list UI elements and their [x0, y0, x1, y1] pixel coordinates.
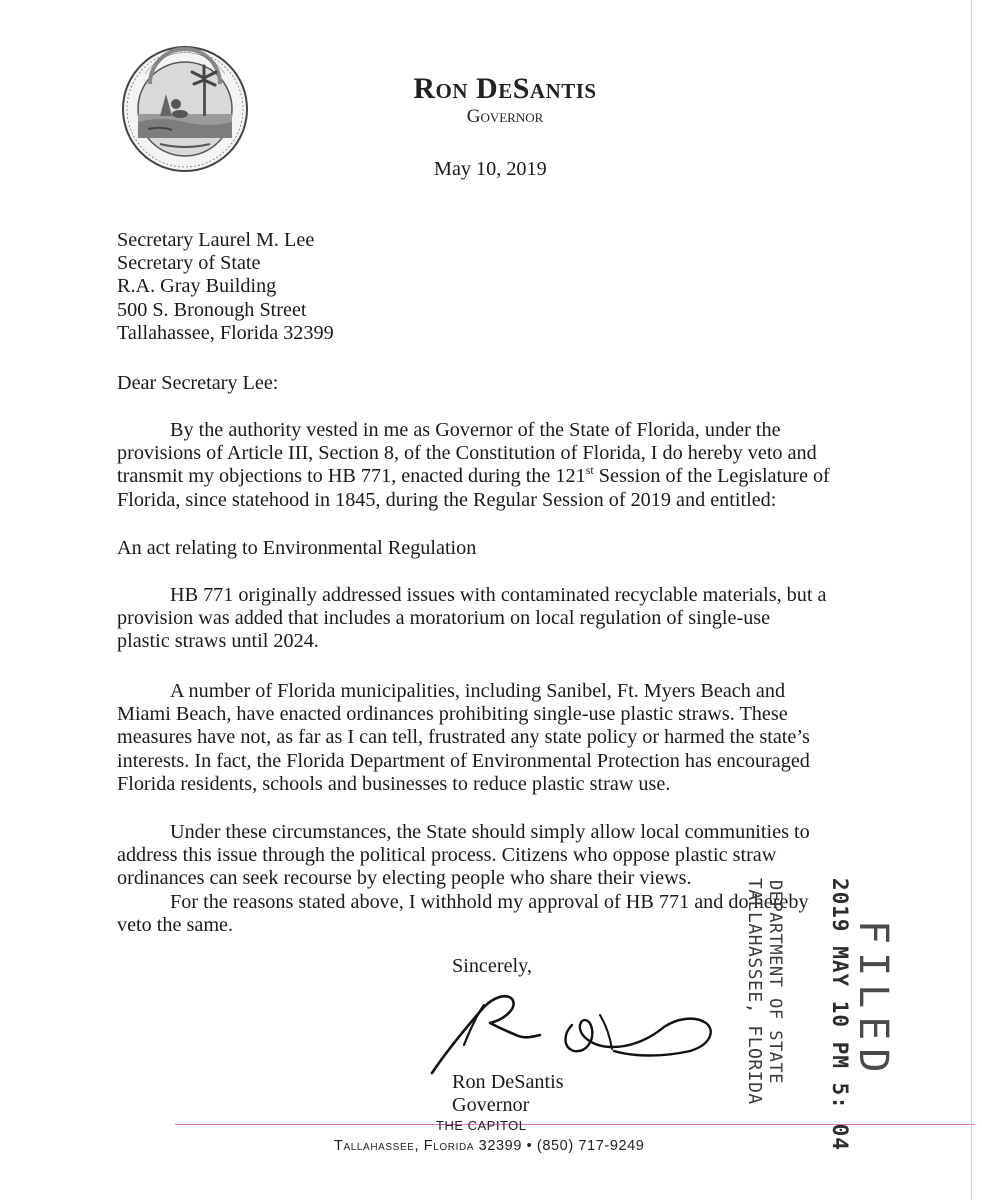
address-line: Secretary Laurel M. Lee [117, 229, 315, 251]
paragraph-bill-summary [117, 584, 857, 654]
signatory-name: Ron DeSantis [452, 1071, 564, 1093]
paragraph-line: address this issue through the political process. Citizens who oppose plastic straw [117, 844, 777, 867]
filed-stamp-city: TALLAHASSEE, FLORIDA [744, 878, 765, 1105]
address-line: Tallahassee, Florida 32399 [117, 321, 334, 344]
address-line: R.A. Gray Building [117, 275, 277, 298]
paragraph-authority [117, 419, 857, 512]
signatory-title: Governor [452, 1094, 530, 1116]
paragraph-line: Florida, since statehood in 1845, during the Regular Session of 2019 and entitled: [117, 488, 777, 511]
salutation: Dear Secretary Lee: [117, 372, 279, 394]
paragraph-line: Miami Beach, have enacted ordinances prohibiting single-use plastic straws. These [117, 703, 788, 726]
paragraph-line: provision was added that includes a moratorium on local regulation of single-use [117, 607, 771, 630]
paragraph-line: veto the same. [117, 914, 234, 937]
letterhead-name: Ron DeSantis [413, 72, 597, 105]
handwritten-signature [424, 985, 724, 1080]
paragraph-line: HB 771 originally addressed issues with contaminated recyclable materials, but a [170, 584, 827, 606]
address-line: Secretary of State [117, 252, 261, 275]
paragraph-line: A number of Florida municipalities, including Sanibel, Ft. Myers Beach and [170, 680, 786, 702]
filed-stamp-datetime: 2019 MAY 10 PM 5: 04 [828, 878, 852, 1151]
letterhead [380, 72, 630, 128]
page-edge-line [971, 0, 972, 1200]
footer-contact: Tallahassee, Florida 32399 • (850) 717-9249 [334, 1138, 645, 1154]
paragraph-line: Florida residents, schools and businesses to reduce plastic straw use. [117, 772, 671, 795]
filed-stamp-label: FILED [850, 920, 896, 1081]
paragraph-line: transmit my objections to HB 771, enacted during the 121st Session of the Legislature of [117, 463, 830, 488]
bill-subject: An act relating to Environmental Regulation [117, 537, 477, 559]
paragraph-line: interests. In fact, the Florida Department of Environmental Protection has encouraged [117, 749, 810, 772]
footer-building: THE CAPITOL [436, 1118, 527, 1133]
paragraph-line: Under these circumstances, the State should simply allow local communities to [170, 821, 810, 843]
paragraph-line: By the authority vested in me as Governor of the State of Florida, under the [170, 419, 781, 441]
address-line: 500 S. Bronough Street [117, 298, 307, 321]
filed-stamp-department: DEPARTMENT OF STATE [765, 880, 785, 1084]
paragraph-line: ordinances can seek recourse by electing people who share their views. [117, 867, 692, 890]
paragraph-line: For the reasons stated above, I withhold my approval of HB 771 and do hereby [170, 891, 809, 913]
paragraph-line: provisions of Article III, Section 8, of the Constitution of Florida, I do hereby veto and [117, 442, 817, 465]
paragraph-line: measures have not, as far as I can tell, frustrated any state policy or harmed the state’s [117, 726, 810, 749]
recipient-address [117, 229, 334, 345]
paragraph-line: plastic straws until 2024. [117, 630, 319, 653]
letter-date: May 10, 2019 [434, 158, 547, 180]
closing: Sincerely, [452, 955, 532, 977]
paragraph-municipalities [117, 680, 857, 796]
letterhead-title: Governor [466, 106, 544, 127]
footer-rule [175, 1124, 975, 1125]
state-seal-icon [120, 44, 250, 174]
ordinal-superscript: st [585, 463, 594, 478]
